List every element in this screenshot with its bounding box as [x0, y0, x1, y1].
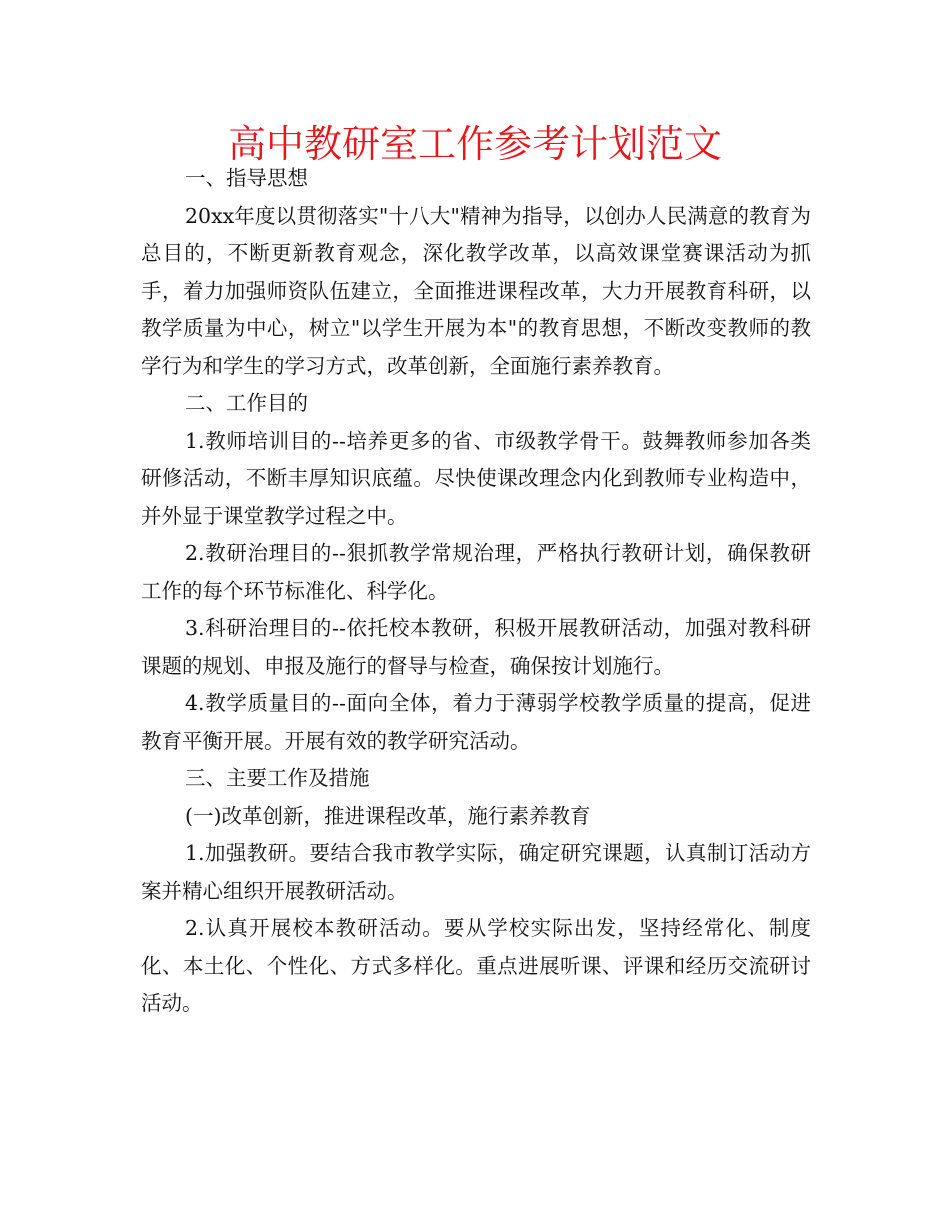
subsection-heading-reform: (一)改革创新，推进课程改革，施行素养教育 [185, 803, 591, 828]
paragraph-strengthen-research: 1.加强教研。要结合我市教学实际，确定研究课题，认真制订活动方案并精心组织开展教研活动。 [141, 841, 811, 903]
paragraph-goal-teaching-quality: 4.教学质量目的--面向全体，着力于薄弱学校教学质量的提高，促进教育平衡开展。开展有效的教学研究活动。 [141, 691, 811, 753]
paragraph-goal-research-management: 3.科研治理目的--依托校本教研，积极开展教研活动，加强对教科研课题的规划、申报及施行的督导与检查，确保按计划施行。 [141, 616, 811, 678]
paragraph-guiding-ideology: 20xx年度以贯彻落实"十八大"精神为指导，以创办人民满意的教育为总目的，不断更新教育观念，深化教学改革，以高效课堂赛课活动为抓手，着力加强师资队伍建立，全面推进课程改革，大力开展教育科研，以教学质量为中心，树立"以学生开展为本"的教育思想，不断改变教师的教学行为和学生的学习方式，改革创新，全面施行素养教育。 [141, 203, 811, 378]
paragraph-goal-teacher-training: 1.教师培训目的--培养更多的省、市级教学骨干。鼓舞教师参加各类研修活动，不断丰厚知识底蕴。尽快使课改理念内化到教师专业构造中，并外显于课堂教学过程之中。 [141, 428, 811, 528]
paragraph-goal-teaching-research: 2.教研治理目的--狠抓教学常规治理，严格执行教研计划，确保教研工作的每个环节标准化、科学化。 [141, 541, 811, 603]
section-heading-guiding-ideology: 一、指导思想 [185, 166, 308, 190]
document-body [141, 160, 811, 1023]
paragraph-school-based-research: 2.认真开展校本教研活动。要从学校实际出发，坚持经常化、制度化、本土化、个性化、方式多样化。重点进展听课、评课和经历交流研讨活动。 [141, 916, 811, 1015]
section-heading-main-work: 三、主要工作及措施 [185, 766, 370, 790]
section-heading-work-goals: 二、工作目的 [185, 391, 308, 415]
document-title: 高中教研室工作参考计划范文 [227, 122, 722, 166]
